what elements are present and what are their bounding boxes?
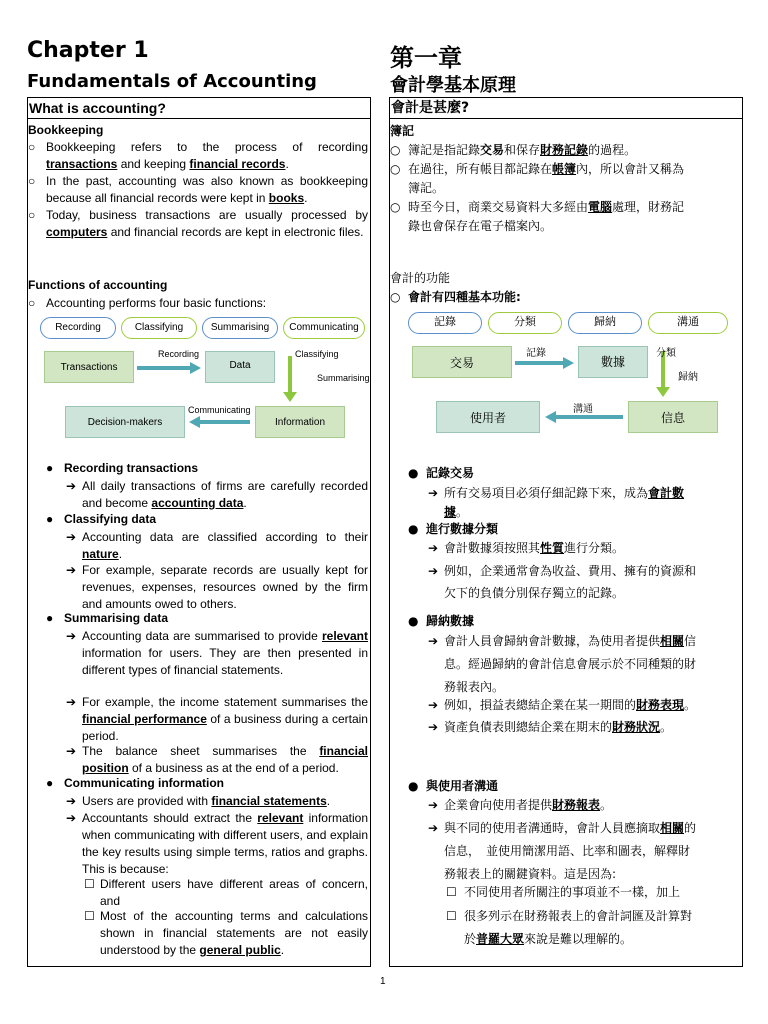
pill-recording-zh: 記錄 [408, 312, 482, 334]
dot-bullet-icon: ● [46, 776, 54, 790]
chapter-title-en: Chapter 1 [27, 38, 149, 63]
page-number: 1 [380, 976, 386, 987]
communicating-point-2: ➔ Accountants should extract the relevant information when communicating with different users, and explain the key results using simple terms, ratios and graphs. This is because: [66, 811, 368, 876]
classifying-heading-zh: ● 進行數據分類 [408, 520, 498, 539]
arrow-bullet-icon: ➔ [428, 634, 439, 648]
arrow-bullet-icon: ➔ [66, 695, 77, 709]
label-classifying: Classifying [295, 349, 339, 359]
summarising-point-2: ➔ For example, the income statement summarises the financial performance of a business during a certain period. [66, 695, 368, 743]
arrow-bullet-icon: ➔ [66, 629, 77, 643]
pill-summarising-zh: 歸納 [568, 312, 642, 334]
arrow-bullet-icon: ➔ [428, 698, 439, 712]
label-classifying-zh: 分類 [656, 348, 676, 359]
english-column [27, 97, 371, 967]
chapter-subtitle-en: Fundamentals of Accounting [27, 71, 317, 92]
checkbox-bullet-icon: ☐ [446, 885, 457, 899]
pill-classifying: Classifying [121, 317, 197, 339]
arrow-bullet-icon: ➔ [428, 720, 439, 734]
decision-makers-box-zh: 使用者 [436, 401, 540, 433]
recording-point-1: ➔ All daily transactions of firms are carefully recorded and become accounting data. [66, 479, 368, 510]
pill-communicating-zh: 溝通 [648, 312, 728, 334]
classifying-point-1: ➔ Accounting data are classified according to their nature. [66, 530, 368, 561]
communicating-point-1-zh: ➔ 企業會向使用者提供財務報表。 [428, 796, 740, 815]
bookkeeping-point-2: ○ In the past, accounting was also known as bookkeeping because all financial records were kept in books. [28, 174, 368, 205]
functions-heading-zh: 會計的功能 [390, 271, 451, 285]
transactions-box: Transactions [44, 351, 134, 383]
checkbox-bullet-icon: ☐ [84, 909, 95, 923]
pill-communicating: Communicating [283, 317, 365, 339]
arrow-bullet-icon: ➔ [66, 479, 77, 493]
bookkeeping-point-1: ○ Bookkeeping refers to the process of recording transactions and keeping financial records. [28, 140, 368, 171]
arrow-communicating-icon [189, 416, 250, 428]
transactions-box-zh: 交易 [412, 346, 512, 378]
circle-bullet-icon: ○ [390, 290, 401, 304]
dot-bullet-icon: ● [408, 466, 419, 480]
circle-bullet-icon: ○ [28, 174, 36, 188]
dot-bullet-icon: ● [46, 512, 54, 526]
summarising-point-3-zh: ➔ 資產負債表則總結企業在期末的財務狀況。 [428, 718, 740, 737]
bookkeeping-heading-zh: 簿記 [390, 124, 415, 138]
label-communicating: Communicating [188, 405, 251, 415]
recording-point-1-zh: ➔ 所有交易項目必須仔細記錄下來，成為會計數 據。 [428, 486, 685, 519]
circle-bullet-icon: ○ [28, 296, 36, 310]
label-summarising-zh: 歸納 [678, 372, 698, 383]
dot-bullet-icon: ● [408, 779, 419, 793]
arrow-bullet-icon: ➔ [428, 821, 439, 835]
arrow-bullet-icon: ➔ [66, 794, 77, 808]
classifying-point-2-zh: ➔ 例如，企業通常會為收益、費用、擁有的資源和 欠下的負債分別保存獨立的記錄。 [428, 560, 740, 604]
data-box: Data [205, 351, 275, 383]
label-communicating-zh: 溝通 [573, 404, 593, 415]
label-recording: Recording [158, 349, 200, 359]
bookkeeping-heading: Bookkeeping [28, 123, 104, 137]
checkbox-bullet-icon: ☐ [446, 909, 457, 923]
arrow-bullet-icon: ➔ [428, 564, 439, 578]
arrow-bullet-icon: ➔ [66, 530, 77, 544]
recording-heading-zh: ● 記錄交易 [408, 464, 474, 483]
label-recording-zh: 記錄 [526, 348, 546, 359]
checkbox-bullet-icon: ☐ [84, 877, 95, 891]
communicating-point-2-zh: ➔ 與不同的使用者溝通時，會計人員應摘取相關的 信息， 並使用簡潔用語、比率和圖表，解釋財 務報表上的關鍵資料。這是因為: [428, 817, 740, 886]
arrow-bullet-icon: ➔ [66, 811, 77, 825]
chapter-title-zh: 第一章 [390, 43, 462, 72]
communicating-point-1: ➔ Users are provided with financial statements. [66, 794, 331, 808]
classifying-point-2: ➔ For example, separate records are usually kept for revenues, expenses, resources owned by the firm and amounts owed to others. [66, 563, 368, 611]
functions-diagram-zh [408, 310, 738, 440]
pill-summarising: Summarising [202, 317, 278, 339]
bookkeeping-point-3-zh: ○ 時至今日，商業交易資料大多經由電腦處理，財務記 錄也會保存在電子檔案內。 [390, 200, 685, 233]
circle-bullet-icon: ○ [390, 162, 401, 176]
summarising-heading: ● Summarising data [46, 611, 169, 625]
functions-heading: Functions of accounting [28, 278, 168, 292]
dot-bullet-icon: ● [408, 522, 419, 536]
communicating-reason-2-zh: ☐ 很多列示在財務報表上的會計詞匯及計算對 於普羅大眾來說是難以理解的。 [446, 905, 740, 951]
summarising-point-1-zh: ➔ 會計人員會歸納會計數據，為使用者提供相關信 息。經過歸納的會計信息會展示於不同種類的財 務報表內。 [428, 630, 740, 699]
classifying-heading: ● Classifying data [46, 512, 157, 526]
data-box-zh: 數據 [578, 346, 648, 378]
arrow-bullet-icon: ➔ [428, 541, 439, 555]
bookkeeping-point-2-zh: ○ 在過往，所有帳目都記錄在帳簿內，所以會計又稱為 簿記。 [390, 162, 685, 195]
bookkeeping-point-3: ○ Today, business transactions are usually processed by computers and financial records are kept in electronic files. [28, 208, 368, 239]
dot-bullet-icon: ● [408, 614, 419, 628]
functions-intro-zh: ○ 會計有四種基本功能: [390, 288, 740, 307]
label-summarising: Summarising [317, 373, 370, 383]
what-is-accounting-heading-zh: 會計是甚麼? [390, 98, 742, 119]
decision-makers-box: Decision-makers [65, 406, 185, 438]
communicating-heading-zh: ● 與使用者溝通 [408, 777, 498, 796]
chinese-column [389, 97, 743, 967]
summarising-point-2-zh: ➔ 例如，損益表總結企業在某一期間的財務表現。 [428, 696, 740, 715]
communicating-reason-2: ☐ Most of the accounting terms and calculations shown in financial statements are not easily understood by the general public. [84, 909, 368, 957]
communicating-reason-1: ☐ Different users have different areas of concern, and [84, 877, 368, 908]
arrow-bullet-icon: ➔ [66, 744, 77, 758]
arrow-bullet-icon: ➔ [428, 486, 439, 500]
summarising-point-1: ➔ Accounting data are summarised to provide relevant information for users. They are then presented in different types of financial statements. [66, 629, 368, 677]
summarising-heading-zh: ● 歸納數據 [408, 612, 474, 631]
arrow-bullet-icon: ➔ [66, 563, 77, 577]
information-box: Information [255, 406, 345, 438]
bookkeeping-point-1-zh: ○ 簿記是指記錄交易和保存財務記錄的過程。 [390, 141, 740, 160]
circle-bullet-icon: ○ [28, 140, 36, 154]
arrow-summarising-icon [283, 356, 297, 402]
recording-heading: ● Recording transactions [46, 461, 199, 475]
pill-classifying-zh: 分類 [488, 312, 562, 334]
arrow-recording-icon [137, 362, 201, 374]
circle-bullet-icon: ○ [28, 208, 36, 222]
functions-diagram-en [40, 315, 370, 445]
dot-bullet-icon: ● [46, 461, 54, 475]
information-box-zh: 信息 [628, 401, 718, 433]
dot-bullet-icon: ● [46, 611, 54, 625]
functions-intro: ○ Accounting performs four basic functions: [28, 296, 267, 310]
arrow-bullet-icon: ➔ [428, 798, 439, 812]
pill-recording: Recording [40, 317, 116, 339]
circle-bullet-icon: ○ [390, 143, 401, 157]
circle-bullet-icon: ○ [390, 200, 401, 214]
classifying-point-1-zh: ➔ 會計數據須按照其性質進行分類。 [428, 539, 740, 558]
chapter-subtitle-zh: 會計學基本原理 [390, 75, 516, 96]
communicating-reason-1-zh: ☐ 不同使用者所關注的事項並不一樣，加上 [446, 883, 740, 902]
communicating-heading: ● Communicating information [46, 776, 224, 790]
what-is-accounting-heading: What is accounting? [28, 98, 370, 119]
summarising-point-3: ➔ The balance sheet summarises the financial position of a business as at the end of a period. [66, 744, 368, 775]
